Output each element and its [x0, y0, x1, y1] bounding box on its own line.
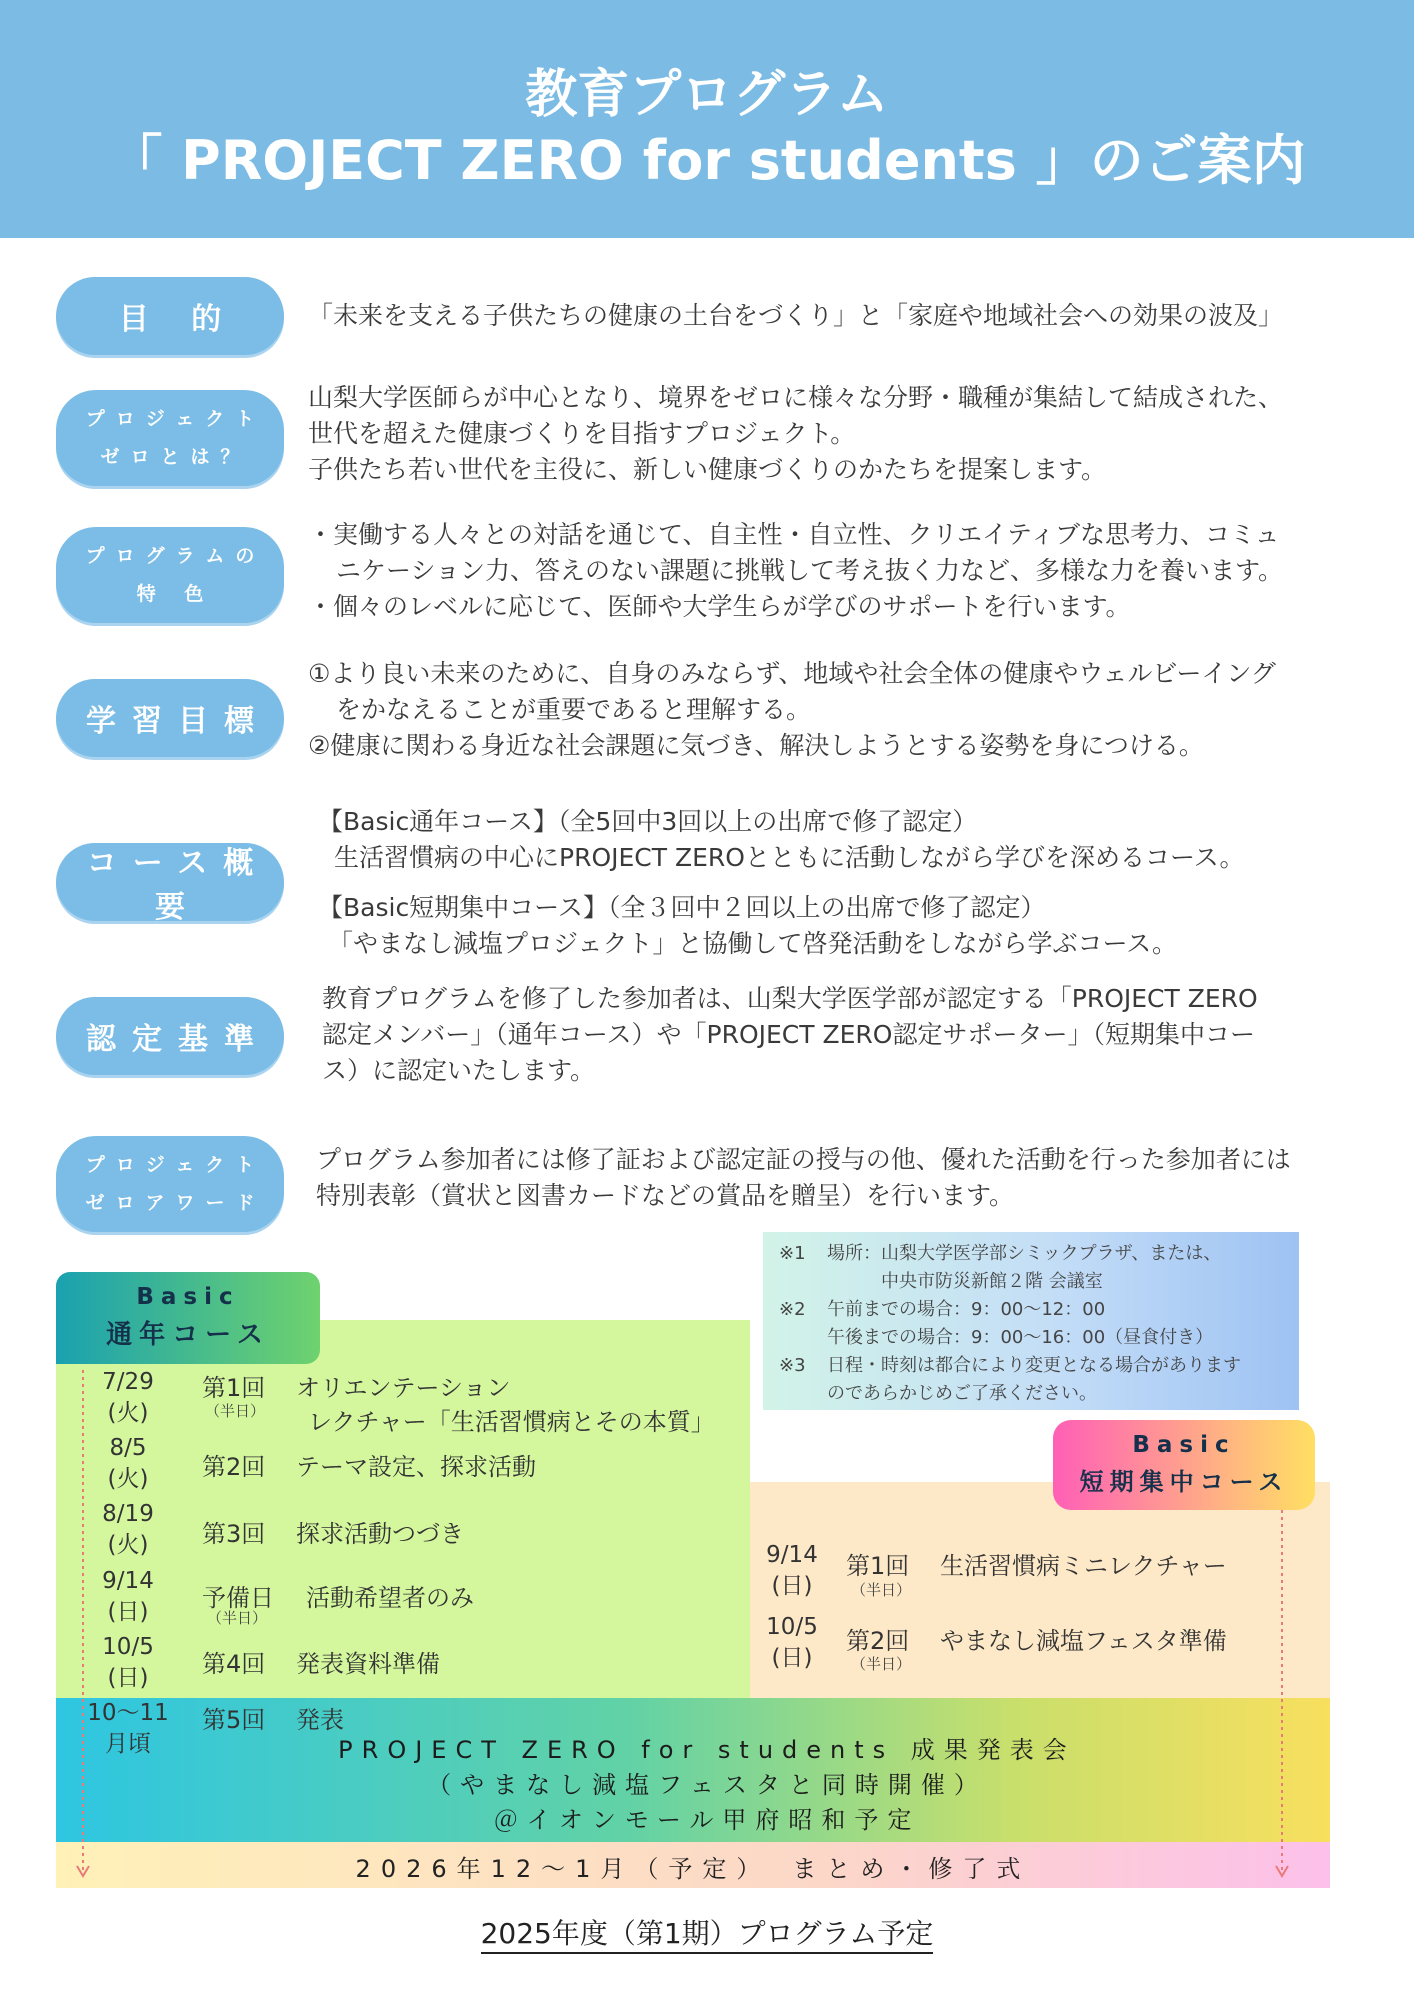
award-line: プログラム参加者には修了証および認定証の授与の他、優れた活動を行った参加者には	[316, 1145, 1291, 1174]
session-half-day: （半日）	[205, 1402, 266, 1420]
session-number: 予備日	[202, 1584, 274, 1612]
note-text: 午前までの場合：9：00～12：00	[827, 1299, 1106, 1320]
certification-line: ス）に認定いたします。	[322, 1056, 596, 1085]
yearly-session	[88, 1433, 168, 1495]
features-line: ・実働する人々との対話を通じて、自主性・自立性、クリエイティブな思考力、コミュ	[308, 520, 1280, 549]
note-text: 場所：山梨大学医学部シミックプラザ、または、	[827, 1243, 1222, 1264]
session-date	[88, 1566, 168, 1628]
note-mark: ※1	[779, 1243, 806, 1264]
yearly-session	[88, 1367, 168, 1429]
label-purpose: 目 的	[56, 277, 284, 355]
session-date-line: 10/5	[766, 1614, 818, 1640]
event-subtitle: （やまなし減塩フェスタと同時開催）	[427, 1771, 987, 1799]
session-title: 活動希望者のみ	[306, 1584, 474, 1612]
yearly-course-label-line2: 通年コース	[106, 1320, 270, 1350]
session-title: 発表資料準備	[296, 1650, 440, 1678]
note-text: 日程・時刻は都合により変更となる場合があります	[827, 1355, 1241, 1376]
label-features-line1: プログラムの	[85, 545, 266, 567]
session-date-line: 9/14	[102, 1568, 154, 1594]
session-half-day: （半日）	[207, 1609, 268, 1627]
about-line: 世代を超えた健康づくりを目指すプロジェクト。	[308, 419, 856, 448]
closing-text: 2026年12～1月（予定） まとめ・修了式	[355, 1855, 1031, 1883]
note-text: 中央市防災新館２階 会議室	[827, 1271, 1103, 1292]
session-title: 生活習慣病ミニレクチャー	[940, 1552, 1227, 1580]
session-title: やまなし減塩フェスタ準備	[940, 1627, 1227, 1655]
label-about-line1: プロジェクト	[85, 408, 266, 430]
session-date-line: (日)	[107, 1665, 149, 1691]
header-title-line2: 「 PROJECT ZERO for students 」のご案内	[108, 129, 1306, 192]
purpose-text: 「未来を支える子供たちの健康の土台をづくり」と「家庭や地域社会への効果の波及」	[308, 301, 1284, 330]
session-date	[88, 1433, 168, 1495]
note-text: のであらかじめご了承ください。	[827, 1383, 1097, 1404]
label-award-line1: プロジェクト	[85, 1154, 266, 1176]
session-number: 第1回	[846, 1552, 910, 1580]
label-about-line2: ゼロとは？	[100, 446, 251, 468]
label-features-line2: 特 色	[136, 583, 215, 605]
session-date-line: 10～11	[87, 1700, 169, 1726]
courses-line: 生活習慣病の中心にPROJECT ZEROとともに活動しながら学びを深めるコース。	[334, 843, 1245, 872]
session-title: 発表	[296, 1706, 344, 1734]
session-date	[88, 1632, 168, 1694]
label-goals: 学習目標	[56, 679, 284, 757]
session-date	[88, 1499, 168, 1561]
yearly-session	[88, 1566, 168, 1628]
yearly-session	[88, 1632, 168, 1694]
session-date	[752, 1612, 832, 1674]
header-title-line1: 教育プログラム	[525, 65, 889, 125]
session-number: 第2回	[846, 1627, 910, 1655]
note-mark: ※3	[779, 1355, 806, 1376]
session-title: オリエンテーション	[296, 1374, 511, 1402]
certification-line: 認定メンバー」（通年コース）や「PROJECT ZERO認定サポーター」（短期集中コー	[322, 1020, 1255, 1049]
session-date-line: (日)	[771, 1573, 813, 1599]
certification-line: 教育プログラムを修了した参加者は、山梨大学医学部が認定する「PROJECT ZERO	[322, 984, 1258, 1013]
short-course-label-line1: Basic	[1132, 1432, 1236, 1458]
session-date-line: 10/5	[102, 1634, 154, 1660]
label-courses: コース概要	[56, 843, 284, 921]
session-number: 第5回	[202, 1706, 266, 1734]
short-session	[752, 1612, 832, 1674]
session-date-line: 月頃	[105, 1731, 151, 1757]
label-certification: 認定基準	[56, 997, 284, 1075]
session-date-line: (火)	[107, 1532, 149, 1558]
session-half-day: （半日）	[851, 1581, 912, 1599]
courses-line: 【Basic短期集中コース】（全３回中２回以上の出席で修了認定）	[318, 893, 1046, 922]
session-number: 第4回	[202, 1650, 266, 1678]
session-date-line: (日)	[771, 1645, 813, 1671]
session-date-line: 8/5	[109, 1435, 147, 1461]
yearly-course-label-line1: Basic	[136, 1284, 240, 1310]
about-line: 山梨大学医師らが中心となり、境界をゼロに様々な分野・職種が集結して結成された、	[308, 383, 1284, 412]
features-line: ・個々のレベルに応じて、医師や大学生らが学びのサポートを行います。	[308, 592, 1131, 621]
yearly-session	[88, 1499, 168, 1561]
session-date-line: 9/14	[766, 1542, 818, 1568]
event-venue: ＠イオンモール甲府昭和予定	[493, 1806, 921, 1834]
session-date-line: (火)	[107, 1466, 149, 1492]
short-session	[752, 1540, 832, 1602]
goals-line: をかなえることが重要であると理解する。	[336, 695, 812, 724]
short-course-label-line2: 短期集中コース	[1079, 1468, 1289, 1496]
session-date-line: (日)	[107, 1599, 149, 1625]
courses-line: 「やまなし減塩プロジェクト」と協働して啓発活動をしながら学ぶコース。	[328, 929, 1178, 958]
about-line: 子供たち若い世代を主役に、新しい健康づくりのかたちを提案します。	[308, 455, 1107, 484]
award-line: 特別表彰（賞状と図書カードなどの賞品を贈呈）を行います。	[316, 1181, 1015, 1210]
session-date-line: 7/29	[102, 1369, 154, 1395]
event-title: PROJECT ZERO for students 成果発表会	[338, 1736, 1076, 1764]
session-number: 第3回	[202, 1520, 266, 1548]
session-number: 第2回	[202, 1453, 266, 1481]
session-date	[88, 1367, 168, 1429]
session-title: テーマ設定、探求活動	[296, 1453, 536, 1481]
session-half-day: （半日）	[851, 1655, 912, 1673]
goals-line: ①より良い未来のために、自身のみならず、地域や社会全体の健康やウェルビーイング	[308, 659, 1276, 688]
features-line: ニケーション力、答えのない課題に挑戦して考え抜く力など、多様な力を養います。	[336, 556, 1284, 585]
footer-title	[0, 1912, 1414, 1952]
label-award-line2: ゼロアワード	[85, 1192, 266, 1214]
note-mark: ※2	[779, 1299, 806, 1320]
goals-line: ②健康に関わる身近な社会課題に気づき、解決しようとする姿勢を身につける。	[308, 731, 1204, 760]
note-text: 午後までの場合：9：00～16：00（昼食付き）	[827, 1327, 1214, 1348]
session-title: 探求活動つづき	[296, 1520, 464, 1548]
session-date-line: 8/19	[102, 1501, 154, 1527]
session-date-line: (火)	[107, 1400, 149, 1426]
session-title-sub: レクチャー「生活習慣病とその本質」	[308, 1408, 715, 1436]
courses-line: 【Basic通年コース】（全5回中3回以上の出席で修了認定）	[318, 807, 978, 836]
footer-title-text: 2025年度（第1期）プログラム予定	[481, 1917, 934, 1954]
session-number: 第1回	[202, 1374, 266, 1402]
session-date	[752, 1540, 832, 1602]
